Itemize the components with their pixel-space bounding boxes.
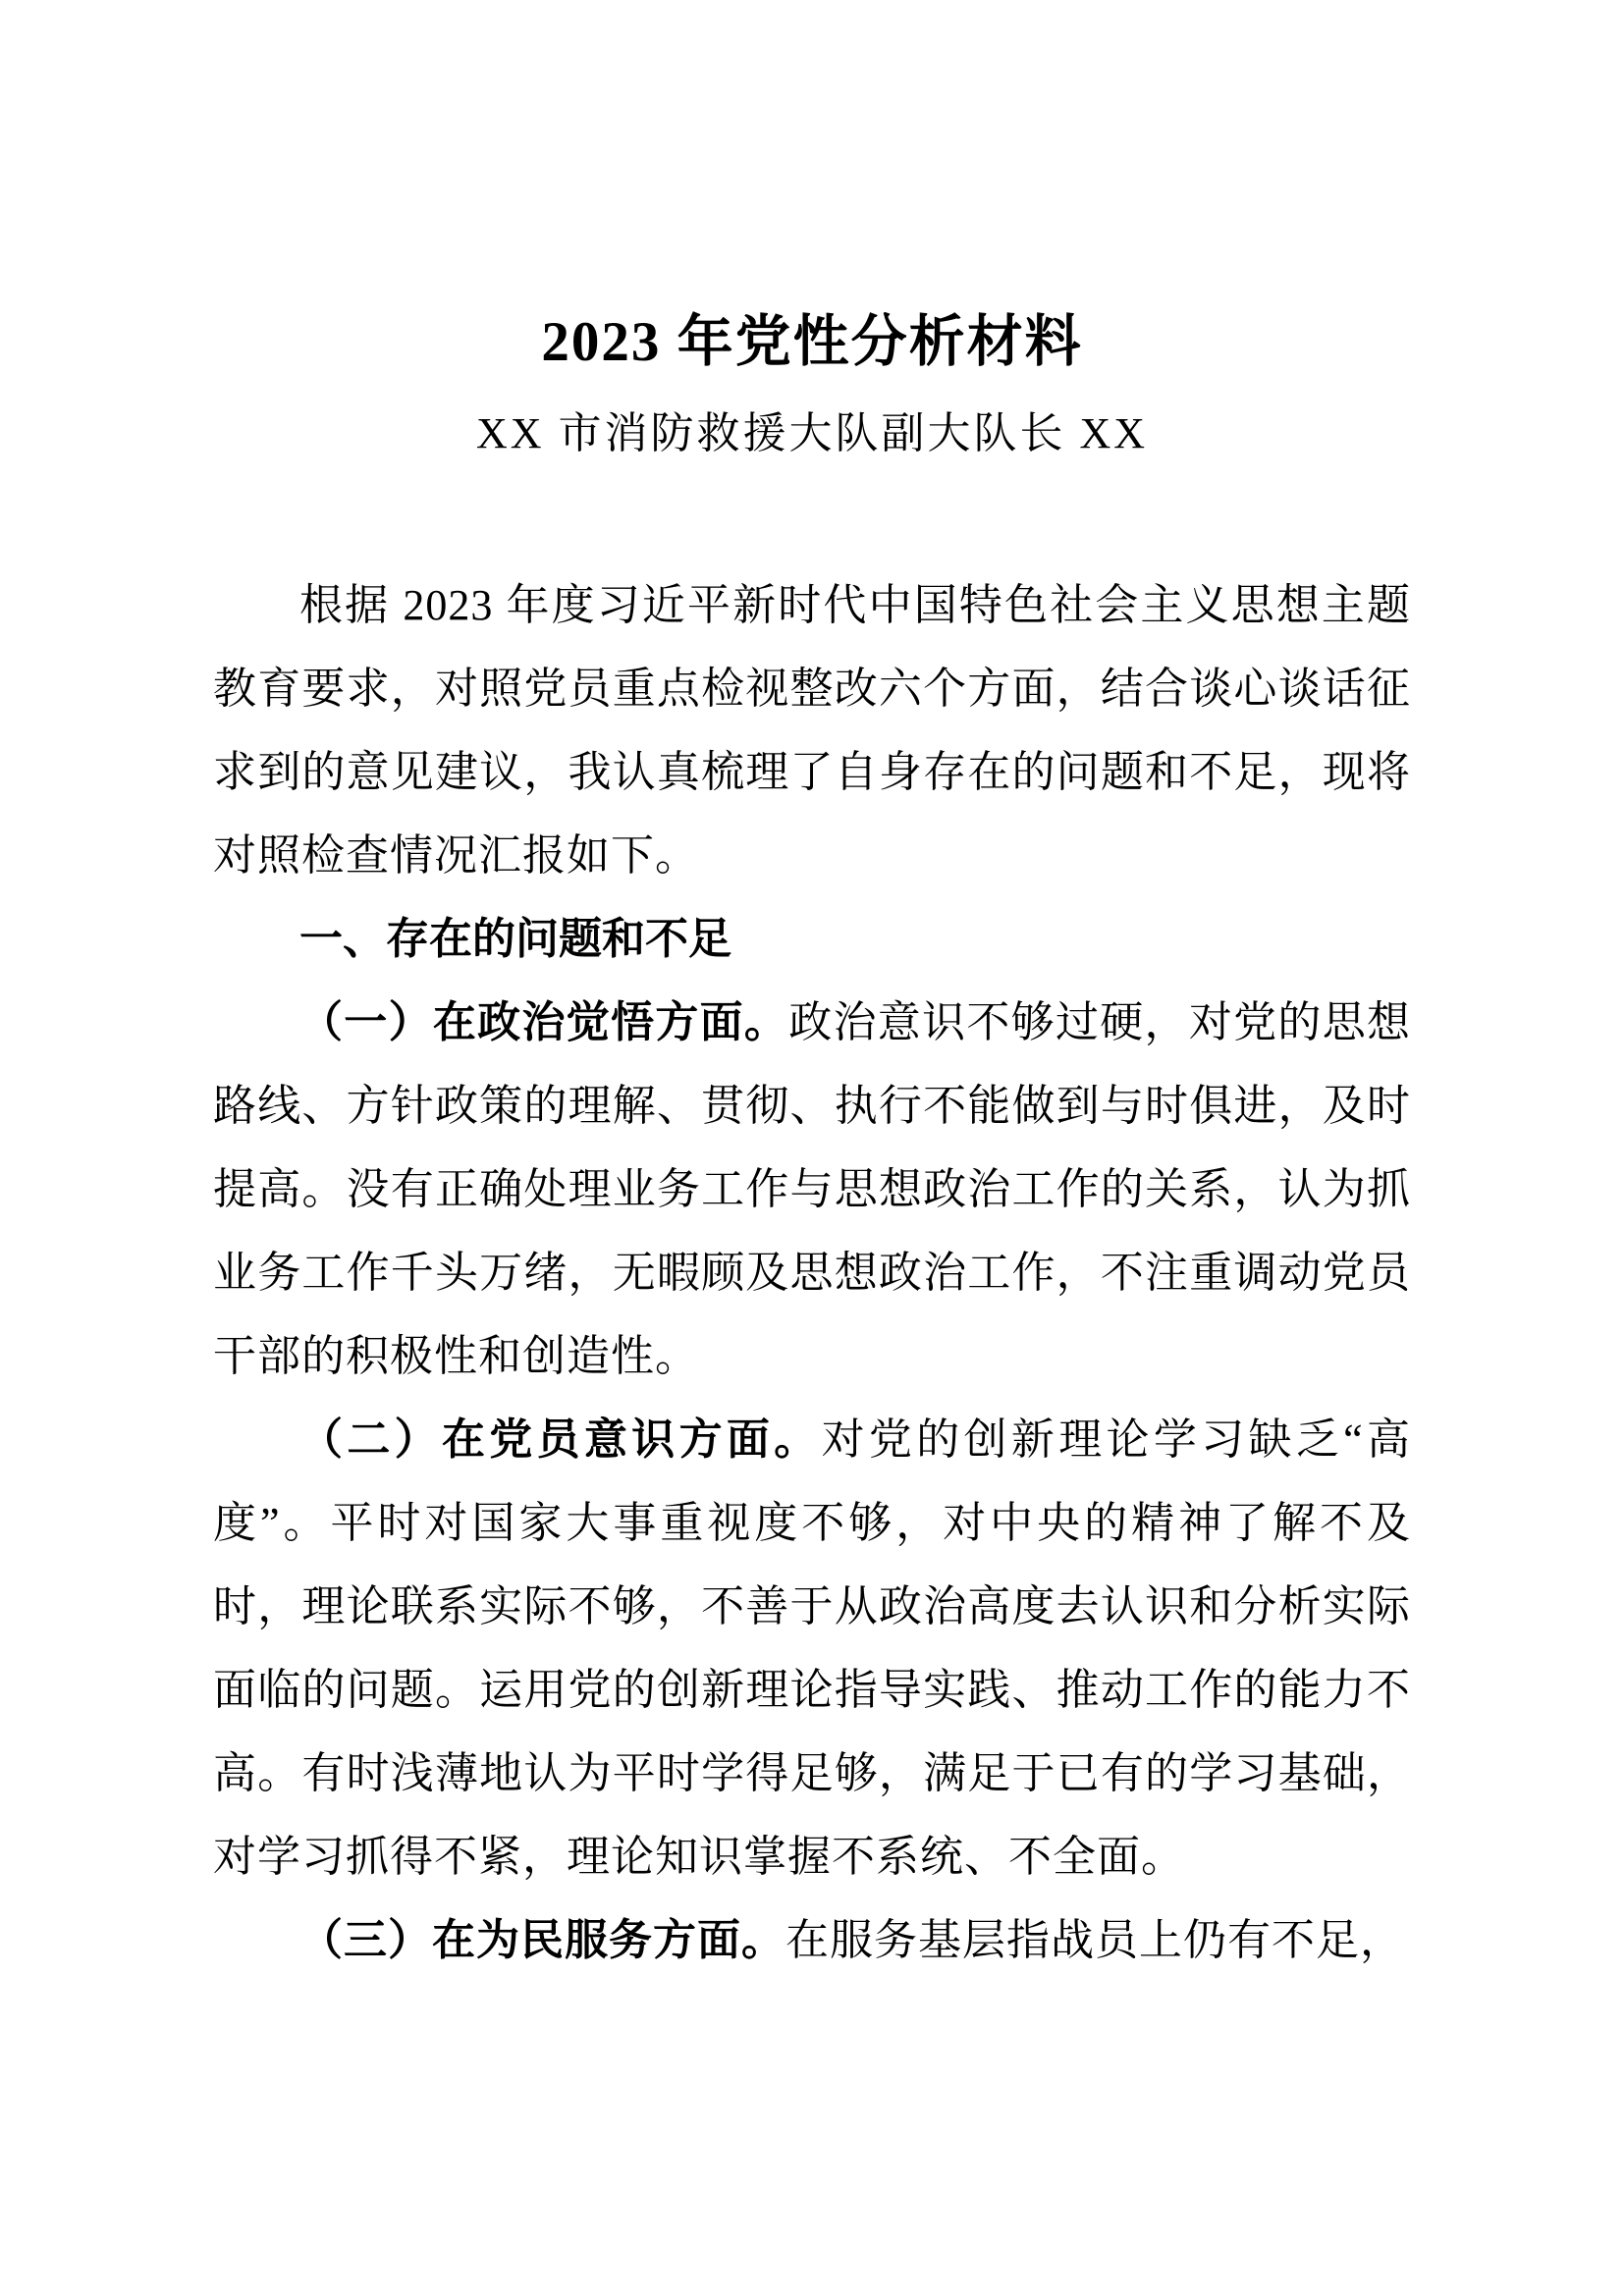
paragraph-text-run: 政治意识不够过硬，对党的思想路线、方针政策的理解、贯彻、执行不能做到与时俱进，及时提高。没有正确处理业务工作与思想政治工作的关系，认为抓业务工作千头万绪，无暇顾及思想政治工作，不注重调动党员干部的积极性和创造性。 bbox=[213, 998, 1412, 1380]
document-title: 2023 年党性分析材料 bbox=[541, 311, 1083, 373]
document-body bbox=[213, 563, 1411, 1982]
paragraph-lead-bold-run: （三）在为民服务方面。 bbox=[299, 1916, 785, 1964]
paragraph bbox=[213, 1898, 1411, 1982]
paragraph bbox=[213, 563, 1411, 897]
paragraph-lead-bold-run: （二）在党员意识方面。 bbox=[299, 1415, 822, 1464]
paragraph-text-run: 在服务基层指战员上仍有不足， bbox=[785, 1916, 1404, 1964]
paragraph-lead-bold-run: 一、存在的问题和不足 bbox=[299, 915, 731, 963]
paragraph-text-run: 根据 2023 年度习近平新时代中国特色社会主义思想主题教育要求，对照党员重点检视整改六个方面，结合谈心谈话征求到的意见建议，我认真梳理了自身存在的问题和不足，现将对照检查情况汇报如下。 bbox=[213, 581, 1411, 880]
paragraph-lead-bold-run: （一）在政治觉悟方面。 bbox=[299, 998, 789, 1046]
document-byline: XX 市消防救援大队副大队长 XX bbox=[475, 409, 1149, 457]
section-heading bbox=[213, 897, 1411, 981]
paragraph bbox=[213, 981, 1411, 1398]
paragraph bbox=[213, 1398, 1411, 1898]
paragraph-text-run: 对党的创新理论学习缺乏“高度”。平时对国家大事重视度不够，对中央的精神了解不及时，理论联系实际不够，不善于从政治高度去认识和分析实际面临的问题。运用党的创新理论指导实践、推动工作的能力不高。有时浅薄地认为平时学得足够，满足于已有的学习基础，对学习抓得不紧，理论知识掌握不系统、不全面。 bbox=[213, 1415, 1412, 1881]
